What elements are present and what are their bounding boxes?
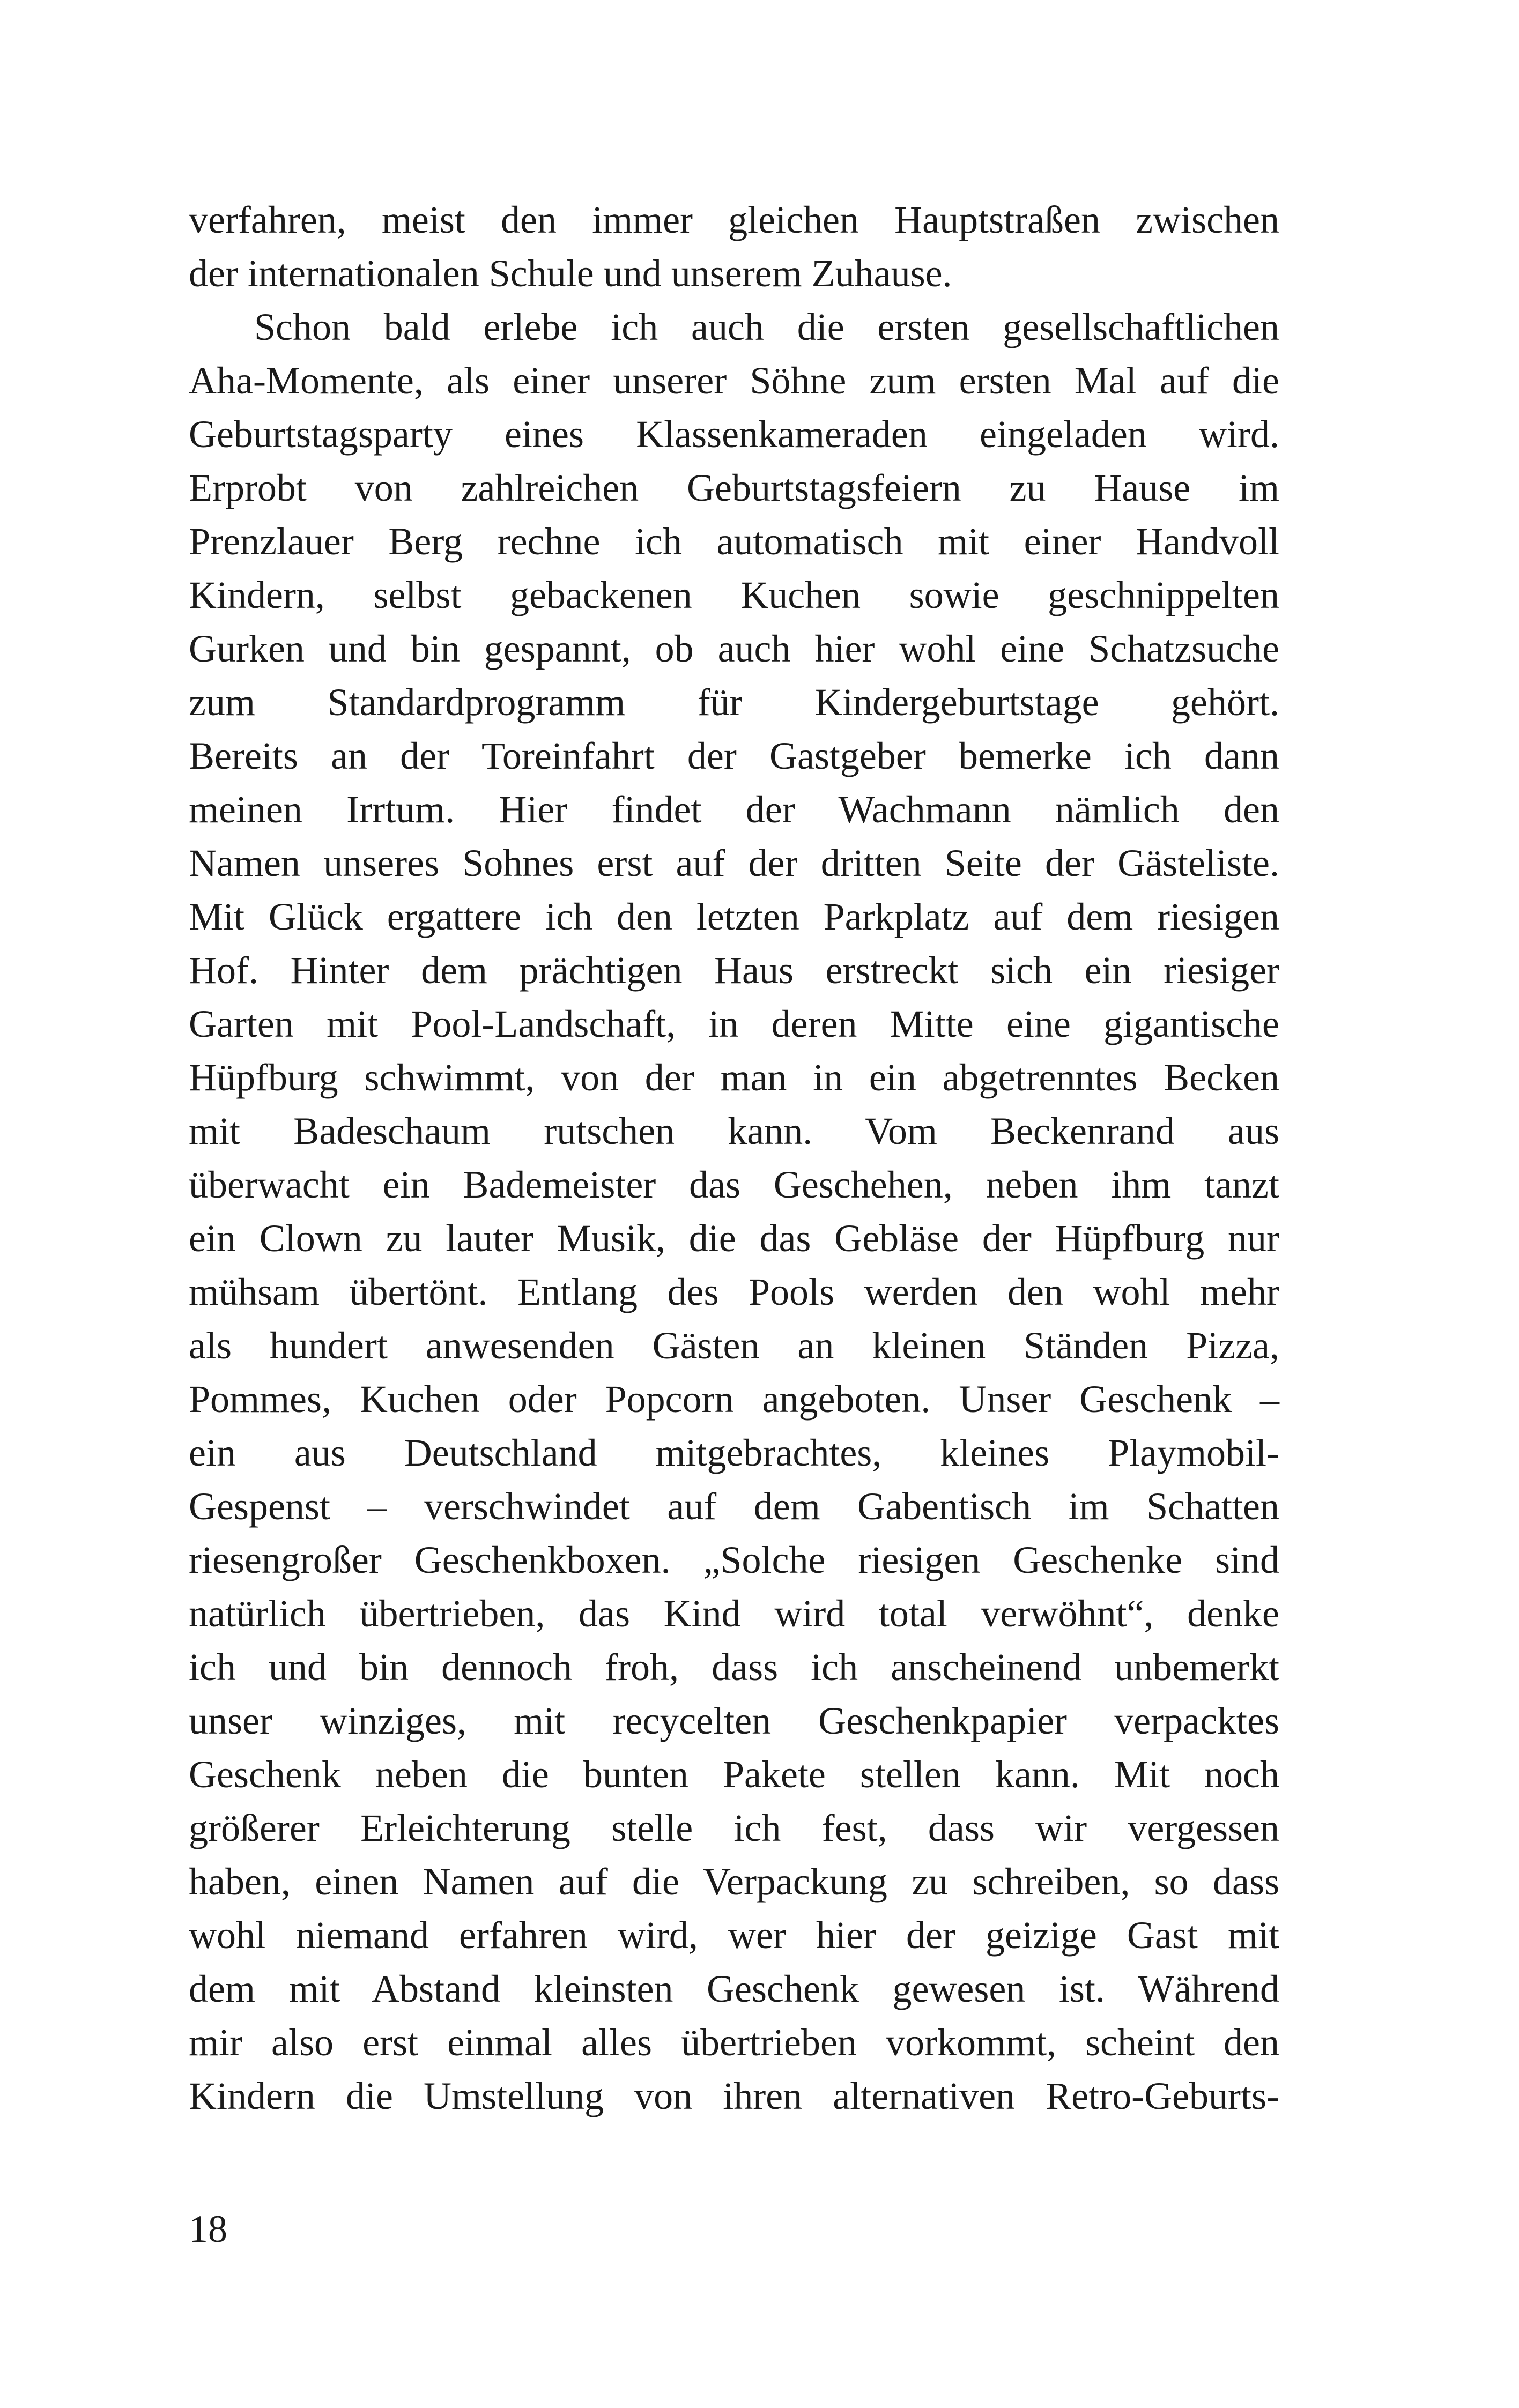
text-line: Geburtstagsparty eines Klassenkameraden eingeladen wird.: [189, 413, 1279, 456]
text-line: überwacht ein Bademeister das Geschehen, neben ihm tanzt: [189, 1163, 1279, 1206]
text-line: mit Badeschaum rutschen kann. Vom Beckenrand aus: [189, 1110, 1279, 1153]
text-line: natürlich übertrieben, das Kind wird total verwöhnt“, denke: [189, 1592, 1279, 1635]
text-line: mühsam übertönt. Entlang des Pools werden den wohl mehr: [189, 1270, 1279, 1313]
text-line: zum Standardprogramm für Kindergeburtstage gehört.: [189, 681, 1279, 724]
text-line: ein Clown zu lauter Musik, die das Gebläse der Hüpfburg nur: [189, 1217, 1279, 1260]
text-line: Aha-Momente, als einer unserer Söhne zum ersten Mal auf die: [189, 359, 1279, 402]
text-line: Gespenst – verschwindet auf dem Gabentisch im Schatten: [189, 1485, 1279, 1528]
text-line: Geschenk neben die bunten Pakete stellen kann. Mit noch: [189, 1753, 1279, 1796]
text-line: riesengroßer Geschenkboxen. „Solche riesigen Geschenke sind: [189, 1539, 1279, 1581]
text-line: größerer Erleichterung stelle ich fest, dass wir vergessen: [189, 1807, 1279, 1849]
text-line: meinen Irrtum. Hier findet der Wachmann nämlich den: [189, 788, 1279, 831]
text-line: als hundert anwesenden Gästen an kleinen Ständen Pizza,: [189, 1324, 1279, 1367]
page-number: 18: [189, 2208, 227, 2250]
text-line: Hüpfburg schwimmt, von der man in ein abgetrenntes Becken: [189, 1056, 1279, 1099]
text-line: dem mit Abstand kleinsten Geschenk gewesen ist. Während: [189, 1967, 1279, 2010]
text-line: Namen unseres Sohnes erst auf der dritten Seite der Gästeliste.: [189, 842, 1279, 885]
text-line: Bereits an der Toreinfahrt der Gastgeber bemerke ich dann: [189, 734, 1279, 777]
text-line: Kindern die Umstellung von ihren alternativen Retro-Geburts-: [189, 2075, 1279, 2117]
text-line: Hof. Hinter dem prächtigen Haus erstreckt sich ein riesiger: [189, 949, 1279, 992]
text-line: ich und bin dennoch froh, dass ich anscheinend unbemerkt: [189, 1646, 1279, 1689]
text-line: Gurken und bin gespannt, ob auch hier wohl eine Schatzsuche: [189, 627, 1279, 670]
text-line: Prenzlauer Berg rechne ich automatisch mit einer Handvoll: [189, 520, 1279, 563]
text-line: Kindern, selbst gebackenen Kuchen sowie geschnippelten: [189, 574, 1279, 616]
text-line: Garten mit Pool-Landschaft, in deren Mitte eine gigantische: [189, 1002, 1279, 1045]
text-line: Schon bald erlebe ich auch die ersten gesellschaftlichen: [254, 306, 1279, 348]
text-line: Erprobt von zahlreichen Geburtstagsfeiern zu Hause im: [189, 466, 1279, 509]
text-line: haben, einen Namen auf die Verpackung zu schreiben, so dass: [189, 1860, 1279, 1903]
text-line: Pommes, Kuchen oder Popcorn angeboten. Unser Geschenk –: [189, 1378, 1279, 1421]
text-line: der internationalen Schule und unserem Zuhause.: [189, 252, 952, 295]
text-line: unser winziges, mit recycelten Geschenkpapier verpacktes: [189, 1699, 1279, 1742]
text-line: verfahren, meist den immer gleichen Hauptstraßen zwischen: [189, 198, 1279, 241]
text-line: Mit Glück ergattere ich den letzten Parkplatz auf dem riesigen: [189, 895, 1279, 938]
text-line: mir also erst einmal alles übertrieben vorkommt, scheint den: [189, 2021, 1279, 2064]
text-line: ein aus Deutschland mitgebrachtes, kleines Playmobil-: [189, 1431, 1279, 1474]
body-text: [189, 193, 1279, 2123]
text-line: wohl niemand erfahren wird, wer hier der geizige Gast mit: [189, 1914, 1279, 1957]
